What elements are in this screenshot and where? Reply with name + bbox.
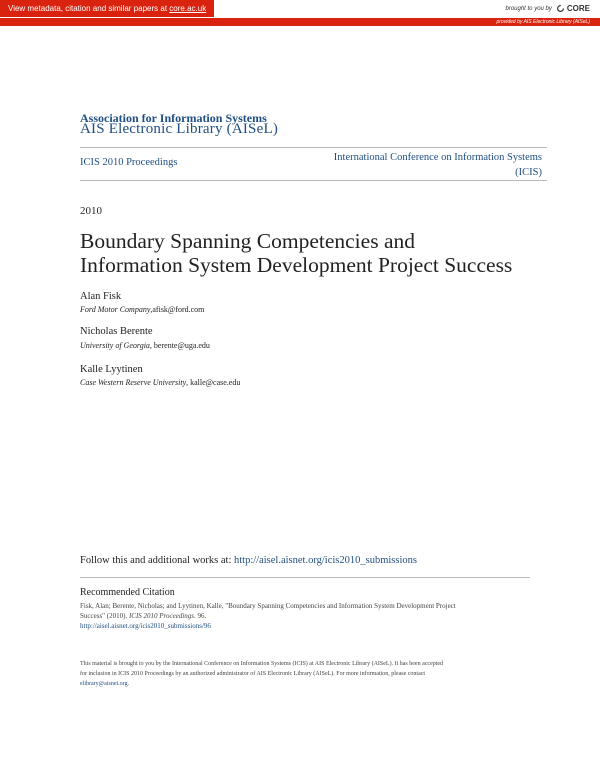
author-affiliation: University of Georgia, berente@uga.edu	[80, 341, 210, 350]
author-name: Alan Fisk	[80, 291, 122, 302]
brought-by-label: brought to you by	[505, 5, 552, 12]
author-affiliation: Case Western Reserve University, kalle@case.edu	[80, 378, 241, 387]
repository-notice: This material is brought to you by the International Conference on Information Systems (ICIS) at AIS Electronic Library (AISeL). It has been accepted for inclusion in ICIS 2010 Proceedings by an authorized administrator of AIS Electronic Library (AISeL). For more information, please contact elibrary@aisnet.org.	[80, 661, 444, 687]
core-logo[interactable]: CORE	[556, 4, 590, 13]
header-rule-bottom	[80, 180, 547, 181]
header-rule-top	[80, 147, 547, 148]
core-brand[interactable]	[506, 4, 600, 13]
author-name: Kalle Lyytinen	[80, 364, 143, 375]
follow-works: Follow this and additional works at: http://aisel.aisnet.org/icis2010_submissions	[80, 555, 417, 566]
contact-email-link[interactable]: elibrary@aisnet.org	[80, 681, 128, 687]
recommended-citation-heading: Recommended Citation	[80, 587, 175, 598]
citation-text: Fisk, Alan; Berente, Nicholas; and Lyytinen, Kalle, "Boundary Spanning Competencies and Information System Development Project Success" (2010). ICIS 2010 Proceedings. 96. http://aisel.aisnet.org/icis2010_submissions/96	[80, 602, 456, 630]
citation-link[interactable]: http://aisel.aisnet.org/icis2010_submissions/96	[80, 622, 211, 630]
core-banner	[0, 0, 600, 17]
core-site-link[interactable]: core.ac.uk	[169, 4, 207, 13]
author-affiliation: Ford Motor Company,afisk@ford.com	[80, 305, 205, 314]
citation-rule	[80, 577, 530, 578]
core-logo-icon	[556, 4, 565, 13]
author-name: Nicholas Berente	[80, 326, 153, 337]
conference-link[interactable]: International Conference on Information Systems (ICIS)	[333, 152, 542, 178]
submissions-link[interactable]: http://aisel.aisnet.org/icis2010_submissions	[234, 555, 417, 566]
core-metadata-link[interactable]: View metadata, citation and similar papers at core.ac.uk	[0, 0, 214, 17]
publication-year: 2010	[80, 205, 102, 217]
core-provided-bar: provided by AIS Electronic Library (AISeL)	[0, 18, 600, 26]
library-name[interactable]: AIS Electronic Library (AISeL)	[80, 121, 279, 137]
paper-title: Boundary Spanning Competencies and Information System Development Project Success	[80, 229, 513, 277]
association-name[interactable]: Association for Information Systems	[80, 111, 267, 125]
proceedings-link[interactable]: ICIS 2010 Proceedings	[80, 157, 178, 168]
